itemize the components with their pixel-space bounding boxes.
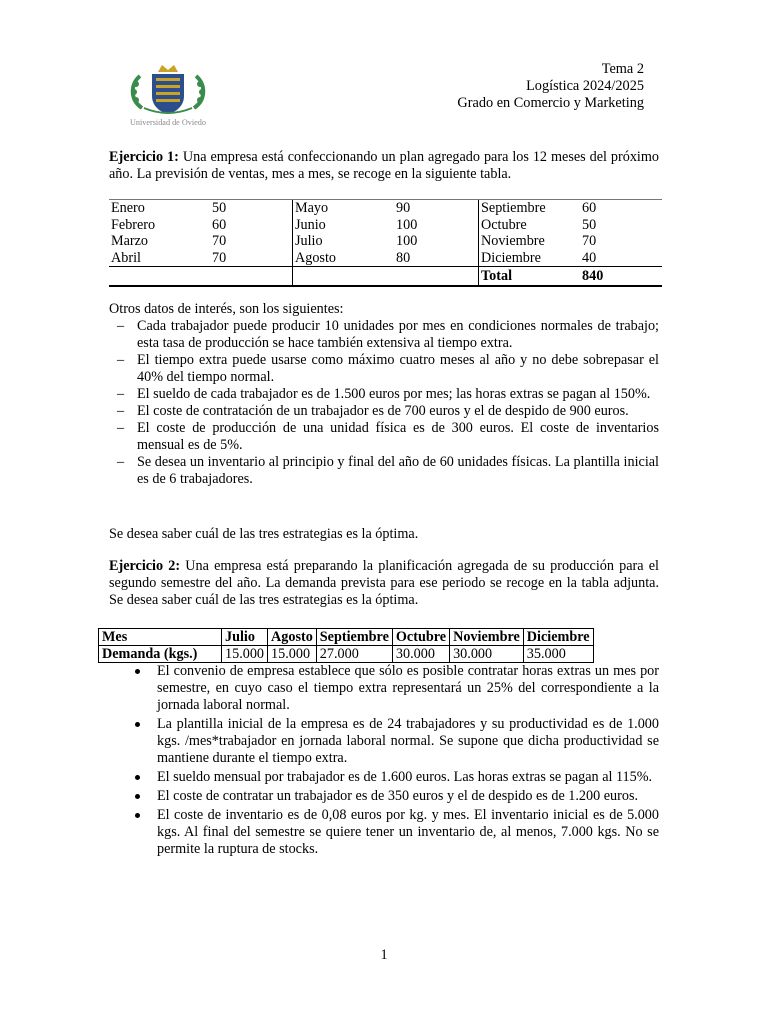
- header-cell: Agosto: [268, 629, 317, 646]
- value-cell: 90: [396, 200, 411, 216]
- month-cell: Septiembre: [481, 200, 546, 216]
- table-row: [479, 200, 662, 217]
- bullet-icon: [135, 722, 140, 727]
- demand-cell: 30.000: [392, 646, 449, 663]
- list-item: – Se desea un inventario al principio y final del año de 60 unidades físicas. La plantilla inicial es de 6 trabajadores.: [117, 454, 659, 487]
- logo-caption: Universidad de Oviedo: [130, 118, 206, 127]
- list-item: – El coste de contratación de un trabajador es de 700 euros y el de despido de 900 euros.: [117, 403, 629, 419]
- list-item: – Cada trabajador puede producir 10 unidades por mes en condiciones normales de trabajo; esta tasa de producción se hace también extensiva al tiempo extra.: [117, 318, 659, 351]
- demand-cell: 35.000: [523, 646, 593, 663]
- table-column: [292, 200, 478, 285]
- exercise-2-label: Ejercicio 2:: [109, 558, 181, 574]
- table-column: [478, 200, 662, 285]
- demand-table: [98, 628, 594, 663]
- dash-bullet-icon: –: [117, 318, 125, 334]
- table-row: [99, 646, 594, 663]
- month-cell: Marzo: [111, 233, 149, 249]
- demand-cell: 15.000: [268, 646, 317, 663]
- list-item: – El coste de producción de una unidad física es de 300 euros. El coste de inventarios mensual es de 5%.: [117, 420, 659, 453]
- exercise-1-label: Ejercicio 1:: [109, 149, 179, 165]
- bullet-icon: [135, 813, 140, 818]
- month-cell: Abril: [111, 249, 141, 266]
- month-cell: Agosto: [295, 249, 336, 266]
- exercise-2-conditions-list: [131, 663, 659, 860]
- total-row: [479, 266, 662, 285]
- empty-total-cell: [109, 266, 292, 285]
- sales-forecast-table: [109, 199, 662, 287]
- dash-bullet-icon: –: [117, 420, 125, 436]
- bullet-icon: [135, 669, 140, 674]
- value-cell: 70: [212, 249, 227, 266]
- table-header-row: [99, 629, 594, 646]
- document-header: [457, 61, 644, 112]
- month-cell: Febrero: [111, 216, 156, 233]
- list-item: – El tiempo extra puede usarse como máximo cuatro meses al año y no debe sobrepasar el 40% del tiempo normal.: [117, 352, 659, 385]
- list-item: El coste de contratar un trabajador es de 350 euros y el de despido es de 1.200 euros.: [131, 788, 659, 805]
- bullet-icon: [135, 794, 140, 799]
- header-degree: Grado en Comercio y Marketing: [457, 95, 644, 111]
- dash-bullet-icon: –: [117, 454, 125, 470]
- exercise-1-text: Una empresa está confeccionando un plan agregado para los 12 meses del próximo año. La previsión de ventas, mes a mes, se recoge en la siguiente tabla.: [109, 149, 659, 182]
- table-row: [479, 217, 662, 234]
- table-column: [109, 200, 292, 285]
- bullet-icon: [135, 775, 140, 780]
- exercise-1-statement: [109, 149, 659, 183]
- header-topic: Tema 2: [601, 61, 644, 77]
- header-cell: Julio: [222, 629, 268, 646]
- exercise-1-conditions-list: [109, 318, 659, 488]
- value-cell: 80: [396, 249, 411, 266]
- list-item: El sueldo mensual por trabajador es de 1.600 euros. Las horas extras se pagan al 115%.: [131, 769, 659, 786]
- header-cell: Octubre: [392, 629, 449, 646]
- table-row: [479, 233, 662, 250]
- value-cell: 70: [582, 233, 597, 249]
- table-row: [293, 250, 478, 267]
- header-cell: Septiembre: [316, 629, 392, 646]
- header-cell: Diciembre: [523, 629, 593, 646]
- table-row: [109, 250, 292, 267]
- value-cell: 70: [212, 233, 227, 249]
- exercise-1-question: Se desea saber cuál de las tres estrategias es la óptima.: [109, 526, 419, 542]
- dash-bullet-icon: –: [117, 386, 125, 402]
- list-item: – El sueldo de cada trabajador es de 1.500 euros por mes; las horas extras se pagan al 150%.: [117, 386, 651, 402]
- university-crest-icon: [122, 62, 214, 116]
- month-cell: Octubre: [481, 216, 527, 233]
- table-row: [109, 200, 292, 217]
- demand-cell: 30.000: [450, 646, 524, 663]
- demand-cell: 15.000: [222, 646, 268, 663]
- month-cell: Noviembre: [481, 233, 545, 249]
- header-course: Logística 2024/2025: [526, 78, 644, 94]
- month-cell: Mayo: [295, 200, 329, 216]
- table-row: [109, 217, 292, 234]
- month-cell: Enero: [111, 200, 145, 216]
- total-value: 840: [582, 268, 604, 284]
- page-number: 1: [380, 947, 388, 963]
- value-cell: 100: [396, 233, 418, 249]
- value-cell: 60: [212, 216, 227, 233]
- value-cell: 50: [212, 200, 227, 216]
- exercise-1-data-intro: Otros datos de interés, son los siguientes:: [109, 301, 344, 317]
- month-cell: Diciembre: [481, 249, 541, 266]
- university-logo: [122, 62, 214, 132]
- table-row: [109, 233, 292, 250]
- table-row: [293, 217, 478, 234]
- exercise-2-text: Una empresa está preparando la planificación agregada de su producción para el segundo semestre del año. La demanda prevista para ese periodo se recoge en la tabla adjunta. Se desea saber cuál de las tres estrategias es la óptima.: [109, 558, 659, 608]
- dash-bullet-icon: –: [117, 403, 125, 419]
- value-cell: 40: [582, 249, 597, 266]
- month-cell: Julio: [295, 233, 323, 249]
- value-cell: 100: [396, 216, 418, 233]
- demand-cell: 27.000: [316, 646, 392, 663]
- list-item: El coste de inventario es de 0,08 euros por kg. y mes. El inventario inicial es de 5.000 kgs. Al final del semestre se quiere tener un inventario de, al menos, 7.000 kgs. No se permite la ruptura de stocks.: [131, 807, 659, 858]
- list-item: El convenio de empresa establece que sólo es posible contratar horas extras un mes por semestre, en cuyo caso el tiempo extra representará un 25% del correspondiente a la jornada laboral normal.: [131, 663, 659, 714]
- total-label: Total: [481, 268, 513, 284]
- exercise-2-statement: [109, 558, 659, 609]
- value-cell: 60: [582, 200, 597, 216]
- table-row: [479, 250, 662, 267]
- header-cell: Mes: [99, 629, 222, 646]
- list-item: La plantilla inicial de la empresa es de 24 trabajadores y su productividad es de 1.000 kgs. /mes*trabajador en jornada laboral normal. Se supone que dicha productividad se mantiene durante el tiempo extra.: [131, 716, 659, 767]
- dash-bullet-icon: –: [117, 352, 125, 368]
- table-row: [293, 233, 478, 250]
- empty-total-cell: [293, 266, 478, 285]
- table-row: [293, 200, 478, 217]
- header-cell: Noviembre: [450, 629, 524, 646]
- row-label-cell: Demanda (kgs.): [99, 646, 222, 663]
- month-cell: Junio: [295, 216, 326, 233]
- value-cell: 50: [582, 216, 597, 233]
